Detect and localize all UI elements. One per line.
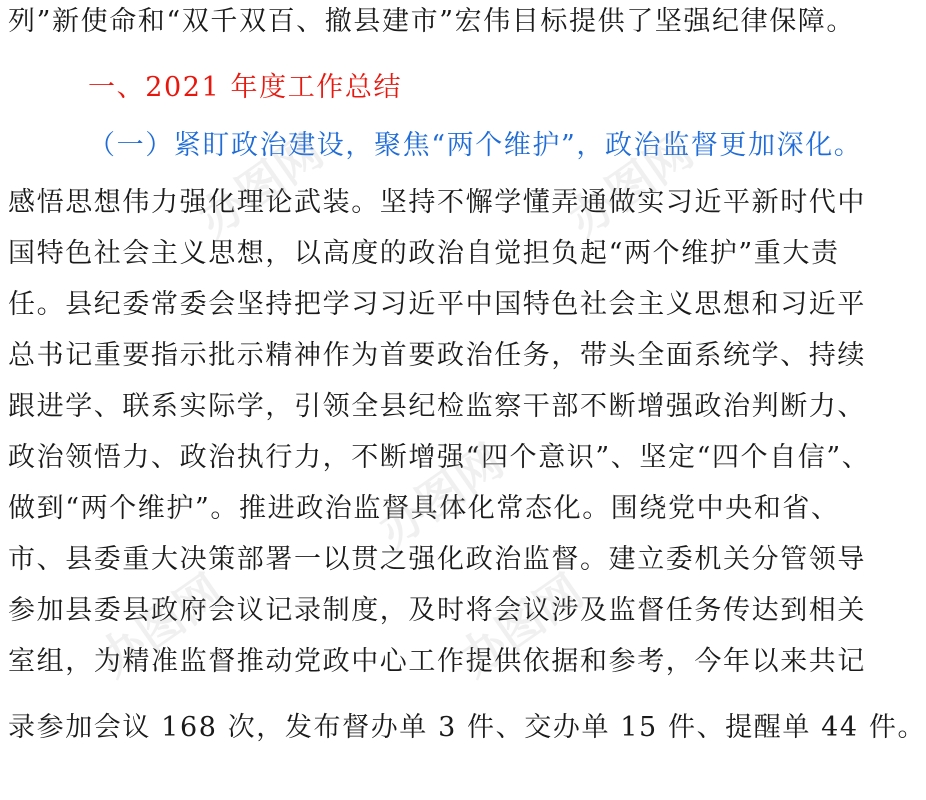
paragraph-line: 列”新使命和“双千双百、撤县建市”宏伟目标提供了坚强纪律保障。 [8,6,856,37]
body-line: 做到“两个维护”。推进政治监督具体化常态化。围绕党中央和省、 [8,493,840,524]
body-line: 任。县纪委常委会坚持把学习习近平中国特色社会主义思想和习近平 [8,289,866,320]
body-line: 室组，为精准监督推动党政中心工作提供依据和参考，今年以来共记 [8,646,866,677]
body-line: 政治领悟力、政治执行力，不断增强“四个意识”、坚定“四个自信”、 [8,442,871,473]
subsection-heading: （一）紧盯政治建设，聚焦“两个维护”，政治监督更加深化。 [88,130,863,161]
watermark: 办图网 [558,123,703,248]
body-line: 跟进学、联系实际学，引领全县纪检监察干部不断增强政治判断力、 [8,391,866,422]
section-heading: 一、2021 年度工作总结 [88,72,403,103]
body-line: 录参加会议 168 次，发布督办单 3 件、交办单 15 件、提醒单 44 件。 [8,712,926,743]
body-line: 参加县委县政府会议记录制度，及时将会议涉及监督任务传达到相关 [8,595,866,626]
watermark: 办图网 [188,123,333,248]
watermark: 办图网 [448,563,593,688]
body-line: 市、县委重大决策部署一以贯之强化政治监督。建立委机关分管领导 [8,544,866,575]
body-line: 总书记重要指示批示精神作为首要政治任务，带头全面系统学、持续 [8,340,866,371]
body-line: 感悟思想伟力强化理论武装。坚持不懈学懂弄通做实习近平新时代中 [8,187,866,218]
watermark: 办图网 [88,563,233,688]
watermark: 办图网 [368,433,513,558]
body-line: 国特色社会主义思想，以高度的政治自觉担负起“两个维护”重大责 [8,238,840,269]
